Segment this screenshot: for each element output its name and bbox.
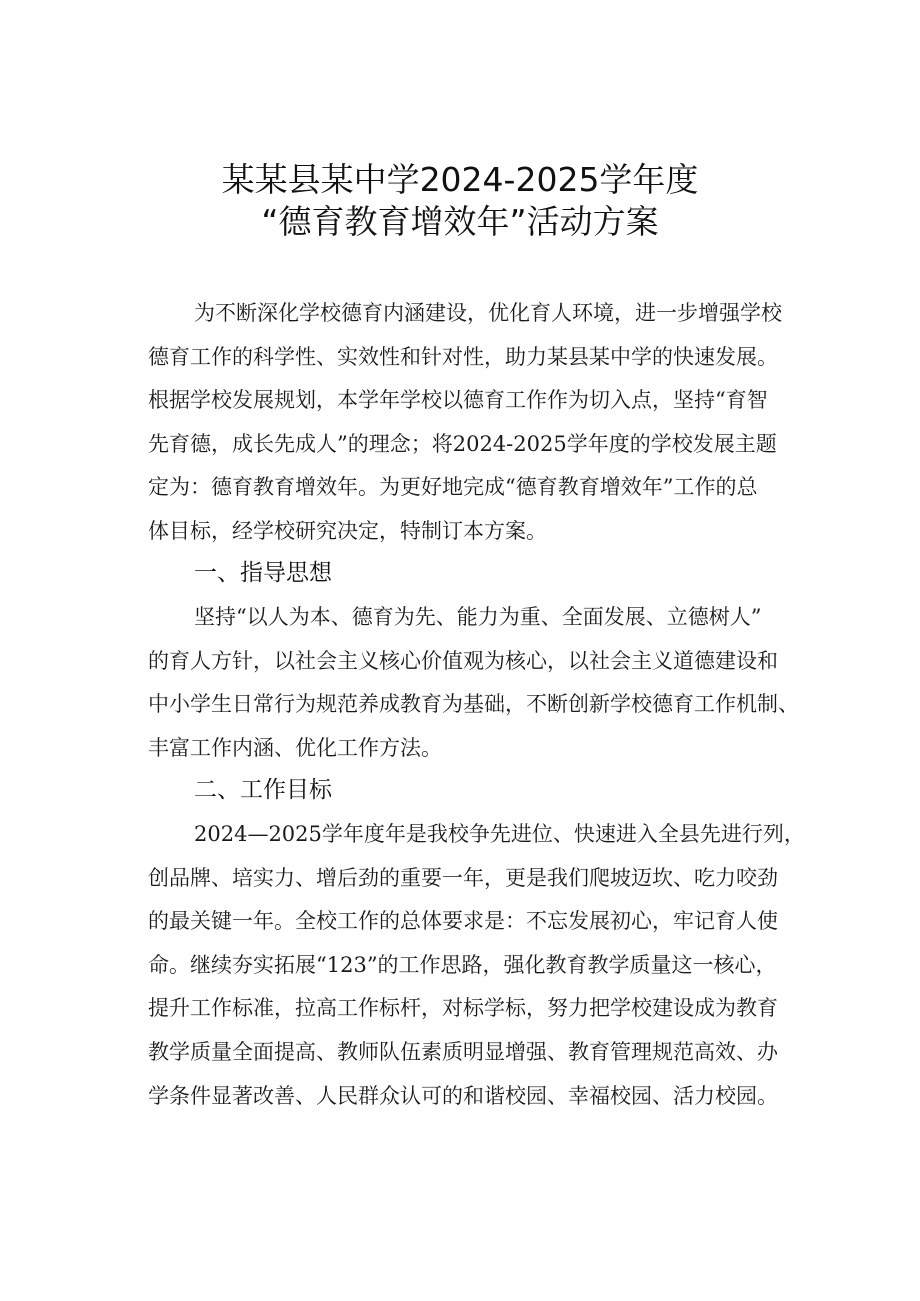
work-goals-paragraph: [148, 813, 828, 1118]
document-title-line1: 某某县某中学2024-2025学年度: [221, 160, 699, 199]
paragraph-line: 丰富工作内涵、优化工作方法。: [148, 735, 442, 760]
section-heading-guiding-ideology: 一、指导思想: [194, 560, 332, 586]
paragraph-line: 定为：德育教育增效年。为更好地完成“德育教育增效年”工作的总: [148, 475, 758, 500]
paragraph-line: 创品牌、培实力、增后劲的重要一年，更是我们爬坡迈坎、吃力咬劲: [148, 865, 778, 890]
paragraph-line: 德育工作的科学性、实效性和针对性，助力某县某中学的快速发展。: [148, 344, 778, 369]
intro-paragraph: [148, 292, 828, 554]
paragraph-line: 学条件显著改善、人民群众认可的和谐校园、幸福校园、活力校园。: [148, 1083, 778, 1108]
paragraph-line: 命。继续夯实拓展“123”的工作思路，强化教育教学质量这一核心，: [148, 952, 777, 977]
paragraph-line: 坚持“以人为本、德育为先、能力为重、全面发展、立德树人”: [194, 605, 762, 629]
paragraph-line: 2024—2025学年度年是我校争先进位、快速进入全县先进行列，: [194, 822, 805, 846]
section-heading-work-goals: 二、工作目标: [194, 777, 332, 803]
paragraph-line: 根据学校发展规划，本学年学校以德育工作作为切入点，坚持“育智: [148, 388, 768, 413]
paragraph-line: 的最关键一年。全校工作的总体要求是：不忘发展初心，牢记育人使: [148, 909, 778, 934]
paragraph-line: 先育德，成长先成人”的理念；将2024-2025学年度的学校发展主题: [148, 431, 777, 456]
paragraph-line: 中小学生日常行为规范养成教育为基础，不断创新学校德育工作机制、: [148, 692, 799, 717]
guiding-ideology-paragraph: [148, 596, 828, 770]
paragraph-line: 为不断深化学校德育内涵建设，优化育人环境，进一步增强学校: [194, 301, 782, 325]
paragraph-line: 提升工作标准，拉高工作标杆，对标学标，努力把学校建设成为教育: [148, 996, 778, 1021]
paragraph-line: 教学质量全面提高、教师队伍素质明显增强、教育管理规范高效、办: [148, 1039, 778, 1064]
document-title-line2: “德育教育增效年”活动方案: [261, 202, 659, 241]
paragraph-line: 的育人方针，以社会主义核心价值观为核心，以社会主义道德建设和: [148, 648, 778, 673]
paragraph-line: 体目标，经学校研究决定，特制订本方案。: [148, 518, 547, 543]
